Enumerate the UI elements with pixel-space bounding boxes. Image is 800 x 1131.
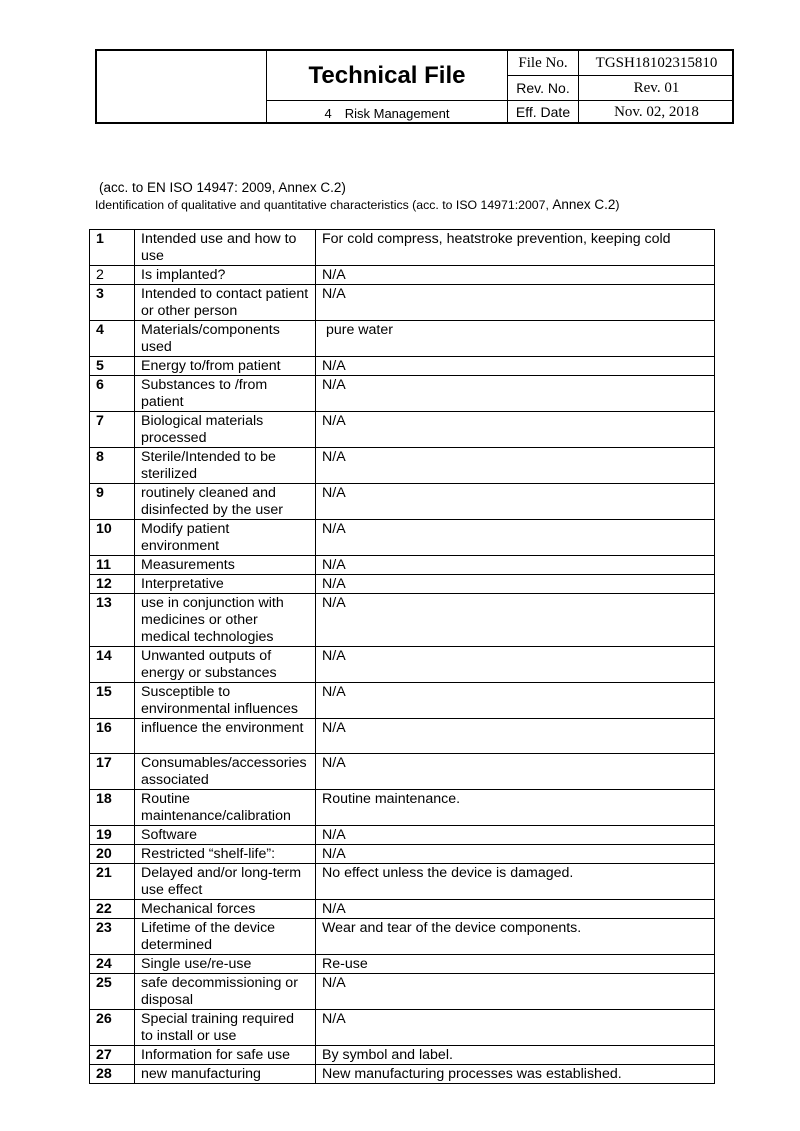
characteristic-question: Special training required to install or use — [135, 1010, 316, 1046]
row-number: 14 — [90, 647, 135, 683]
characteristic-question: Software — [135, 826, 316, 845]
table-row — [90, 864, 715, 900]
characteristic-answer: N/A — [316, 448, 715, 484]
table-row — [90, 1065, 715, 1084]
row-number: 24 — [90, 955, 135, 974]
characteristic-answer: No effect unless the device is damaged. — [316, 864, 715, 900]
table-row — [90, 1010, 715, 1046]
row-number: 18 — [90, 790, 135, 826]
table-row — [90, 376, 715, 412]
characteristic-answer: Wear and tear of the device components. — [316, 919, 715, 955]
table-body — [90, 230, 715, 1084]
row-number: 16 — [90, 719, 135, 754]
document-section: 4 Risk Management — [324, 105, 450, 121]
characteristic-answer: N/A — [316, 683, 715, 719]
row-number: 20 — [90, 845, 135, 864]
characteristic-question: Delayed and/or long-term use effect — [135, 864, 316, 900]
row-number: 27 — [90, 1046, 135, 1065]
characteristic-answer: pure water — [316, 321, 715, 357]
row-number: 23 — [90, 919, 135, 955]
table-row — [90, 919, 715, 955]
characteristic-answer: N/A — [316, 826, 715, 845]
characteristic-question: Information for safe use — [135, 1046, 316, 1065]
row-number: 10 — [90, 520, 135, 556]
characteristic-question: Measurements — [135, 556, 316, 575]
document-title: Technical File — [308, 61, 466, 89]
characteristic-question: Restricted “shelf-life”: — [135, 845, 316, 864]
characteristic-question: use in conjunction with medicines or other medical technologies — [135, 594, 316, 647]
row-number: 13 — [90, 594, 135, 647]
table-row — [90, 484, 715, 520]
standard-reference: (acc. to EN ISO 14947: 2009, Annex C.2) — [99, 180, 346, 195]
characteristic-question: Biological materials processed — [135, 412, 316, 448]
row-number: 12 — [90, 575, 135, 594]
row-number: 3 — [90, 285, 135, 321]
table-row — [90, 683, 715, 719]
row-number: 15 — [90, 683, 135, 719]
table-row — [90, 321, 715, 357]
row-number: 25 — [90, 974, 135, 1010]
characteristic-answer: N/A — [316, 719, 715, 754]
characteristic-question: Routine maintenance/calibration — [135, 790, 316, 826]
row-number: 2 — [90, 266, 135, 285]
characteristic-answer: N/A — [316, 357, 715, 376]
row-number: 21 — [90, 864, 135, 900]
table-row — [90, 575, 715, 594]
characteristic-answer: N/A — [316, 594, 715, 647]
characteristic-question: routinely cleaned and disinfected by the user — [135, 484, 316, 520]
row-number: 19 — [90, 826, 135, 845]
eff-date-value: Nov. 02, 2018 — [614, 103, 699, 120]
characteristic-question: Lifetime of the device determined — [135, 919, 316, 955]
rev-no-value: Rev. 01 — [633, 79, 680, 96]
row-number: 4 — [90, 321, 135, 357]
characteristic-answer: Re-use — [316, 955, 715, 974]
row-number: 6 — [90, 376, 135, 412]
table-row — [90, 520, 715, 556]
characteristic-answer: N/A — [316, 575, 715, 594]
table-row — [90, 647, 715, 683]
characteristic-question: safe decommissioning or disposal — [135, 974, 316, 1010]
table-row — [90, 594, 715, 647]
file-no-value: TGSH18102315810 — [595, 54, 718, 71]
characteristic-answer: New manufacturing processes was established. — [316, 1065, 715, 1084]
caption-end: ) — [615, 198, 620, 212]
characteristic-answer: N/A — [316, 484, 715, 520]
table-row — [90, 448, 715, 484]
row-number: 8 — [90, 448, 135, 484]
characteristic-question: Materials/components used — [135, 321, 316, 357]
row-number: 22 — [90, 900, 135, 919]
table-row — [90, 556, 715, 575]
table-row — [90, 412, 715, 448]
characteristic-question: Sterile/Intended to be sterilized — [135, 448, 316, 484]
characteristic-question: Energy to/from patient — [135, 357, 316, 376]
row-number: 9 — [90, 484, 135, 520]
characteristic-question: Single use/re-use — [135, 955, 316, 974]
table-row — [90, 230, 715, 266]
characteristic-answer: N/A — [316, 754, 715, 790]
characteristic-answer: N/A — [316, 412, 715, 448]
table-row — [90, 790, 715, 826]
document-header — [95, 49, 734, 124]
row-number: 5 — [90, 357, 135, 376]
table-row — [90, 900, 715, 919]
characteristic-question: influence the environment — [135, 719, 316, 754]
characteristic-question: Unwanted outputs of energy or substances — [135, 647, 316, 683]
characteristic-answer: For cold compress, heatstroke prevention, keeping cold — [316, 230, 715, 266]
table-row — [90, 974, 715, 1010]
characteristic-question: Modify patient environment — [135, 520, 316, 556]
characteristic-answer: N/A — [316, 1010, 715, 1046]
characteristic-answer: N/A — [316, 900, 715, 919]
logo-area — [97, 51, 266, 122]
characteristic-question: Mechanical forces — [135, 900, 316, 919]
characteristic-answer: N/A — [316, 266, 715, 285]
table-row — [90, 845, 715, 864]
characteristic-question: Susceptible to environmental influences — [135, 683, 316, 719]
characteristic-question: Is implanted? — [135, 266, 316, 285]
characteristic-answer: N/A — [316, 376, 715, 412]
table-row — [90, 754, 715, 790]
table-row — [90, 719, 715, 754]
caption-text: Identification of qualitative and quantitative characteristics (acc. to ISO 14971:2007, — [95, 198, 553, 212]
table-row — [90, 955, 715, 974]
characteristic-answer: N/A — [316, 845, 715, 864]
row-number: 1 — [90, 230, 135, 266]
characteristic-answer: N/A — [316, 647, 715, 683]
characteristic-answer: N/A — [316, 520, 715, 556]
table-row — [90, 357, 715, 376]
rev-no-label: Rev. No. — [516, 80, 570, 96]
characteristic-question: Substances to /from patient — [135, 376, 316, 412]
caption-annex: Annex C.2 — [552, 197, 616, 212]
characteristic-question: Interpretative — [135, 575, 316, 594]
characteristic-question: Consumables/accessories associated — [135, 754, 316, 790]
row-number: 11 — [90, 556, 135, 575]
table-row — [90, 285, 715, 321]
characteristic-question: new manufacturing — [135, 1065, 316, 1084]
characteristics-table — [89, 229, 715, 1084]
row-number: 28 — [90, 1065, 135, 1084]
characteristics-caption — [95, 197, 619, 212]
row-number: 7 — [90, 412, 135, 448]
characteristic-answer: N/A — [316, 556, 715, 575]
row-number: 26 — [90, 1010, 135, 1046]
eff-date-label: Eff. Date — [515, 104, 571, 120]
table-row — [90, 266, 715, 285]
file-no-label: File No. — [518, 54, 568, 71]
table-row — [90, 1046, 715, 1065]
characteristic-answer: By symbol and label. — [316, 1046, 715, 1065]
characteristic-question: Intended use and how to use — [135, 230, 316, 266]
characteristic-question: Intended to contact patient or other person — [135, 285, 316, 321]
characteristic-answer: Routine maintenance. — [316, 790, 715, 826]
characteristic-answer: N/A — [316, 285, 715, 321]
row-number: 17 — [90, 754, 135, 790]
characteristic-answer: N/A — [316, 974, 715, 1010]
table-row — [90, 826, 715, 845]
